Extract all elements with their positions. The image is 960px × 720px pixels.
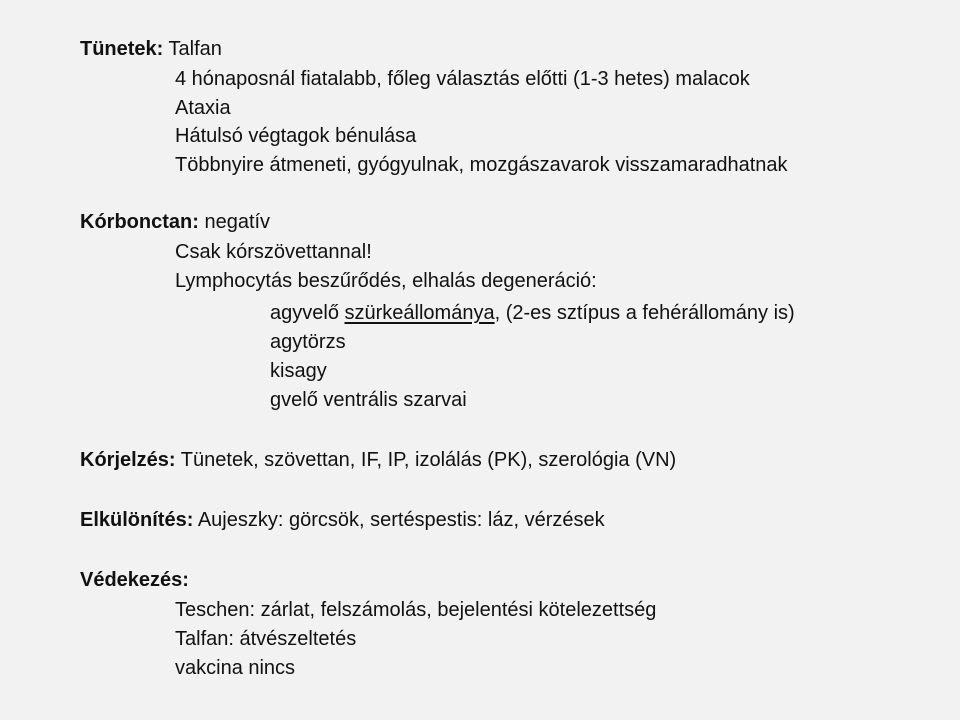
subitem-text: , (2-es sztípus a fehérállomány is): [494, 302, 795, 324]
subitem-text: agyvelő: [270, 302, 345, 324]
pathology-item: Csak kórszövettannal!: [175, 241, 372, 263]
prevention-item: Talfan: átvészeltetés: [175, 628, 357, 650]
prevention-item: vakcina nincs: [175, 657, 296, 679]
pathology-subitem: [270, 301, 795, 325]
diagnosis-value: Tünetek, szövettan, IF, IP, izolálás (PK), szerológia (VN): [180, 449, 677, 471]
pathology-subitem: kisagy: [270, 360, 327, 382]
symptom-item: 4 hónaposnál fiatalabb, főleg választás előtti (1-3 hetes) malacok: [175, 68, 750, 90]
pathology-label: Kórbonctan:: [80, 211, 199, 233]
subitem-underlined-text: szürkeállománya: [344, 302, 495, 324]
symptoms-heading: [80, 37, 222, 61]
differential-label: Elkülönítés:: [80, 509, 194, 531]
pathology-subitem: gvelő ventrális szarvai: [270, 389, 467, 411]
diagnosis-label: Kórjelzés:: [80, 449, 176, 471]
symptom-item: Hátulsó végtagok bénulása: [175, 125, 417, 147]
prevention-heading: [80, 568, 189, 592]
symptoms-label: Tünetek:: [80, 38, 164, 60]
pathology-value: negatív: [204, 211, 271, 233]
symptom-item: Többnyire átmeneti, gyógyulnak, mozgászavarok visszamaradhatnak: [175, 154, 788, 176]
pathology-subitem: agytörzs: [270, 331, 346, 353]
pathology-item: Lymphocytás beszűrődés, elhalás degeneráció:: [175, 270, 597, 292]
symptom-item: Ataxia: [175, 97, 231, 119]
prevention-label: Védekezés:: [80, 569, 189, 591]
differential-row: [80, 508, 605, 532]
symptoms-value: Talfan: [168, 38, 222, 60]
diagnosis-row: [80, 448, 676, 472]
differential-value: Aujeszky: görcsök, sertéspestis: láz, vérzések: [197, 509, 605, 531]
prevention-item: Teschen: zárlat, felszámolás, bejelentési kötelezettség: [175, 599, 657, 621]
pathology-heading: [80, 210, 270, 234]
